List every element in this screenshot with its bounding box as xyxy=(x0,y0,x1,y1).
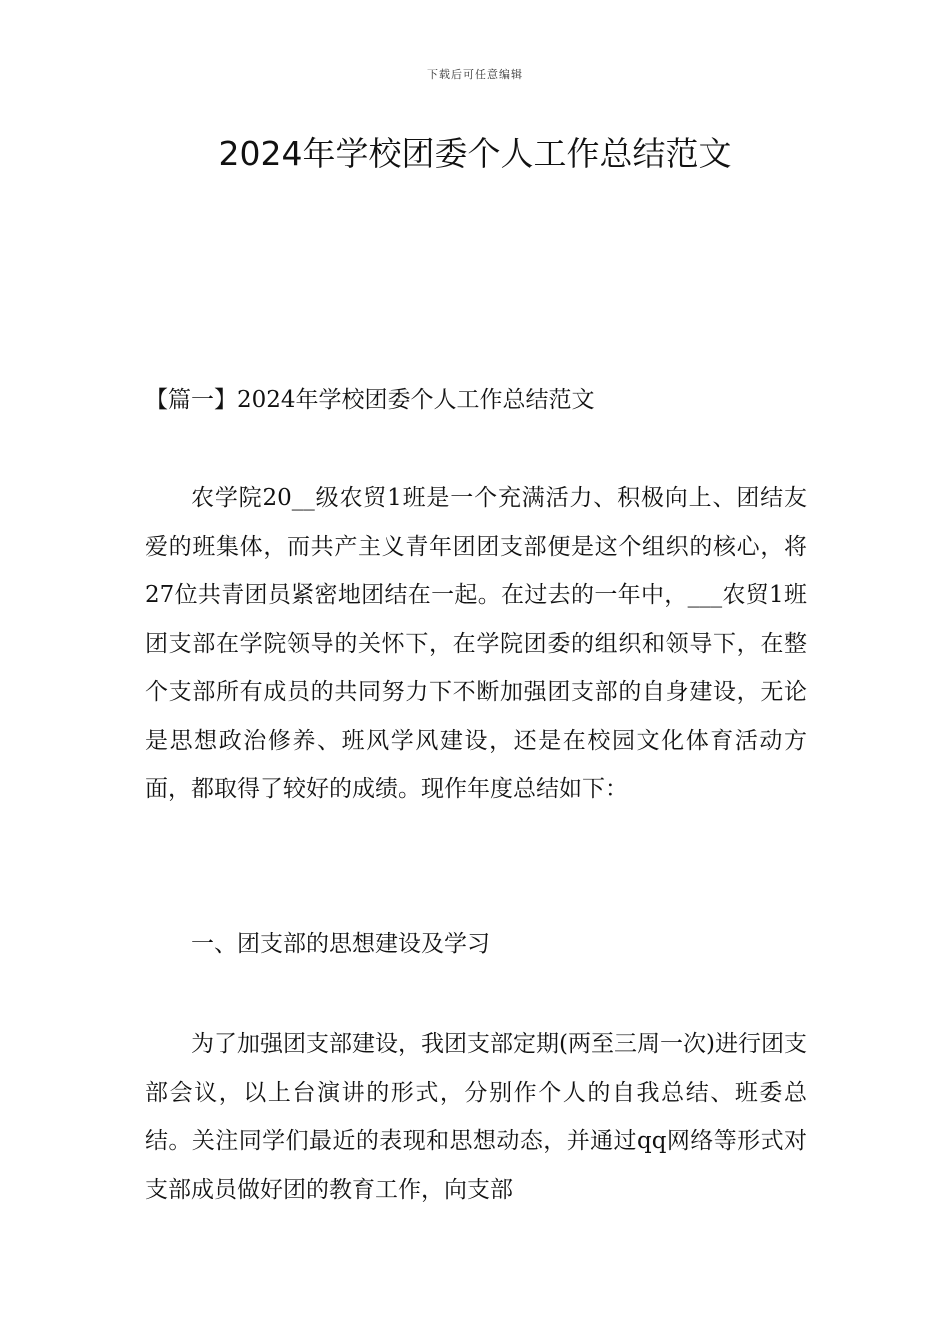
document-title: 2024年学校团委个人工作总结范文 xyxy=(218,134,732,173)
body-paragraph-2: 为了加强团支部建设，我团支部定期(两至三周一次)进行团支部会议，以上台演讲的形式，分别作个人的自我总结、班委总结。关注同学们最近的表现和思想动态，并通过qq网络等形式对支部成员做好团的教育工作，向支部 xyxy=(145,1031,807,1203)
section-label: 【篇一】2024年学校团委个人工作总结范文 xyxy=(145,387,595,413)
section-heading-1: 一、团支部的思想建设及学习 xyxy=(191,931,490,957)
header-note: 下载后可任意编辑 xyxy=(427,68,523,81)
body-paragraph-1: 农学院20__级农贸1班是一个充满活力、积极向上、团结友爱的班集体，而共产主义青年团团支部便是这个组织的核心，将27位共青团员紧密地团结在一起。在过去的一年中，___农贸1班团支部在学院领导的关怀下，在学院团委的组织和领导下，在整个支部所有成员的共同努力下不断加强团支部的自身建设，无论是思想政治修养、班风学风建设，还是在校园文化体育活动方面，都取得了较好的成绩。现作年度总结如下： xyxy=(145,485,807,802)
